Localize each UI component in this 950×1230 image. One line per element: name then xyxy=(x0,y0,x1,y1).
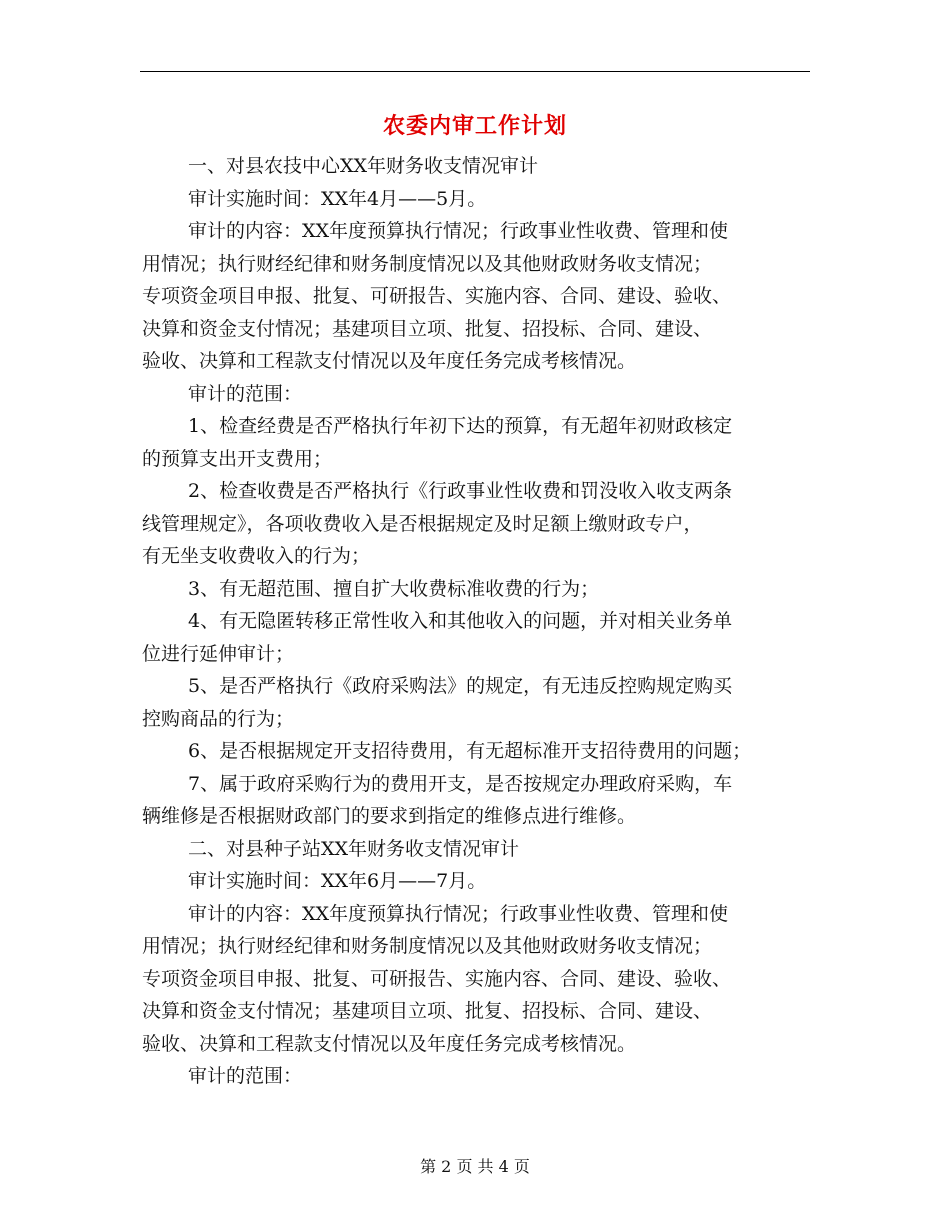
paragraph-line: 审计的范围： xyxy=(188,1065,303,1087)
page-footer: 第 2 页 共 4 页 xyxy=(420,1157,530,1176)
paragraph-line: 审计的内容：XX年度预算执行情况；行政事业性收费、管理和使 xyxy=(188,902,729,925)
paragraph-line: 5、是否严格执行《政府采购法》的规定，有无违反控购规定购买 xyxy=(188,675,733,697)
paragraph-line: 用情况；执行财经纪律和财务制度情况以及其他财政财务收支情况； xyxy=(142,252,713,275)
paragraph-line: 6、是否根据规定开支招待费用，有无超标准开支招待费用的问题； xyxy=(188,740,752,762)
paragraph-line: 二、对县种子站XX年财务收支情况审计 xyxy=(188,837,520,860)
paragraph-line: 辆维修是否根据财政部门的要求到指定的维修点进行维修。 xyxy=(142,805,637,827)
paragraph-line: 专项资金项目申报、批复、可研报告、实施内容、合同、建设、验收、 xyxy=(142,967,732,990)
paragraph-line: 审计的内容：XX年度预算执行情况；行政事业性收费、管理和使 xyxy=(188,220,729,242)
document-body xyxy=(142,150,817,1093)
paragraph-line: 4、有无隐匿转移正常性收入和其他收入的问题，并对相关业务单 xyxy=(188,610,733,632)
paragraph-line: 验收、决算和工程款支付情况以及年度任务完成考核情况。 xyxy=(142,1032,637,1055)
paragraph-line: 审计实施时间：XX年4月——5月。 xyxy=(188,187,487,210)
paragraph-line: 决算和资金支付情况；基建项目立项、批复、招投标、合同、建设、 xyxy=(142,317,713,340)
paragraph-line: 审计实施时间：XX年6月——7月。 xyxy=(188,870,487,892)
paragraph-line: 用情况；执行财经纪律和财务制度情况以及其他财政财务收支情况； xyxy=(142,935,713,957)
paragraph-line: 审计的范围： xyxy=(188,382,303,405)
paragraph-line: 验收、决算和工程款支付情况以及年度任务完成考核情况。 xyxy=(142,350,637,372)
paragraph-line: 1、检查经费是否严格执行年初下达的预算，有无超年初财政核定 xyxy=(188,415,733,437)
paragraph-line: 线管理规定》，各项收费收入是否根据规定及时足额上缴财政专户， xyxy=(142,512,703,535)
paragraph-line: 位进行延伸审计； xyxy=(142,642,295,665)
paragraph-line: 3、有无超范围、擅自扩大收费标准收费的行为； xyxy=(188,577,600,600)
paragraph-line: 7、属于政府采购行为的费用开支，是否按规定办理政府采购，车 xyxy=(188,772,733,795)
header-rule xyxy=(140,71,810,72)
paragraph-line: 的预算支出开支费用； xyxy=(142,447,333,470)
paragraph-line: 专项资金项目申报、批复、可研报告、实施内容、合同、建设、验收、 xyxy=(142,285,732,307)
paragraph-line: 2、检查收费是否严格执行《行政事业性收费和罚没收入收支两条 xyxy=(188,480,733,502)
paragraph-line: 有无坐支收费收入的行为； xyxy=(142,545,371,567)
paragraph-line: 一、对县农技中心XX年财务收支情况审计 xyxy=(188,155,539,177)
paragraph-line: 控购商品的行为； xyxy=(142,707,295,730)
page-title: 农委内审工作计划 xyxy=(382,113,567,139)
paragraph-line: 决算和资金支付情况；基建项目立项、批复、招投标、合同、建设、 xyxy=(142,1000,713,1022)
